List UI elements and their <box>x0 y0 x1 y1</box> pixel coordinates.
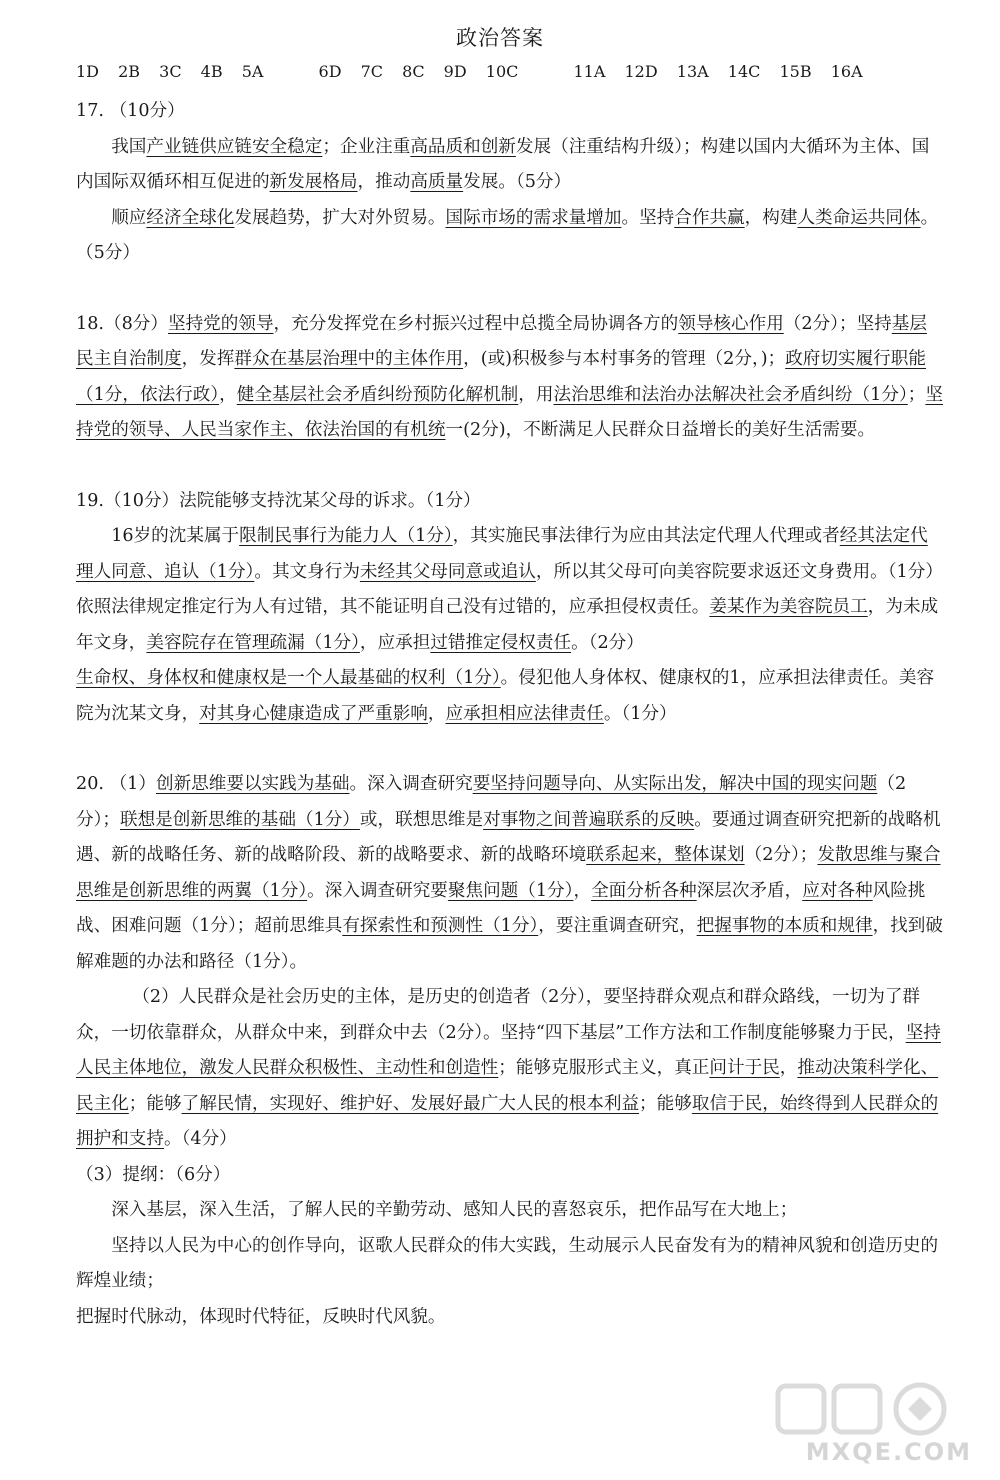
mc-answer: 10C <box>485 62 519 81</box>
watermark-mark-icon <box>770 1380 980 1438</box>
q17-heading: 17. （10分） <box>76 101 185 121</box>
q17-paragraph-1: 我国产业链供应链安全稳定；企业注重高品质和创新发展（注重结构升级）；构建以国内大循环为主体、国内国际双循环相互促进的新发展格局，推动高质量发展。（5分） <box>76 136 930 192</box>
q18-paragraph: 18.（8分）坚持党的领导，充分发挥党在乡村振兴过程中总揽全局协调各方的领导核心作用（2分）；坚持基层民主自治制度，发挥群众在基层治理中的主体作用，(或)积极参与本村事务的管理（2分，)；政府切实履行职能（1分，依法行政），健全基层社会矛盾纠纷预防化解机制，用法治思维和法治办法解决社会矛盾纠纷（1分）；坚持党的领导、人民当家作主、依法治国的有机统一(2分)，不断满足人民群众日益增长的美好生活需要。 <box>76 313 943 440</box>
q19-heading: 19.（10分）法院能够支持沈某父母的诉求。（1分） <box>76 490 481 511</box>
mc-answer: 16A <box>830 62 863 81</box>
watermark-text: MXQE.COM <box>805 1438 972 1466</box>
watermark-logo <box>770 1380 980 1466</box>
answer-body <box>76 94 944 1335</box>
q20-outline-3: 把握时代脉动，体现时代特征，反映时代风貌。 <box>76 1306 446 1327</box>
mc-answer: 12D <box>624 62 658 81</box>
q20-part-2: （2）人民群众是社会历史的主体，是历史的创造者（2分），要坚持群众观点和群众路线，一切为了群众，一切依靠群众，从群众中来，到群众中去（2分）。坚持“四下基层”工作方法和工作制度能够聚力于民，坚持人民主体地位，激发人民群众积极性、主动性和创造性；能够克服形式主义，真正问计于民，推动决策科学化、民主化；能够了解民情，实现好、维护好、发展好最广大人民的根本利益；能够取信于民，始终得到人民群众的拥护和支持。（4分） <box>76 987 941 1149</box>
q19-paragraph-1: 16岁的沈某属于限制民事行为能力人（1分），其实施民事法律行为应由其法定代理人代理或者经其法定代理人同意、追认（1分）。其文身行为未经其父母同意或追认，所以其父母可向美容院要求返还文身费用。（1分） <box>76 526 943 582</box>
mc-answer: 8C <box>402 62 425 81</box>
mc-answer: 11A <box>573 62 606 81</box>
q20-outline-1: 深入基层，深入生活，了解人民的辛勤劳动、感知人民的喜怒哀乐，把作品写在大地上； <box>111 1200 798 1220</box>
q20-part-3-heading: （3）提纲：（6分） <box>76 1164 231 1185</box>
mc-answer: 5A <box>241 62 264 81</box>
mc-answer: 14C <box>727 62 761 81</box>
mc-answer: 7C <box>360 62 384 81</box>
q19-paragraph-3: 生命权、身体权和健康权是一个人最基础的权利（1分）。侵犯他人身体权、健康权的1，应承担法律责任。美容院为沈某文身，对其身心健康造成了严重影响，应承担相应法律责任。（1分） <box>76 668 935 724</box>
mc-answer: 2B <box>118 62 141 81</box>
mc-answer: 4B <box>200 62 223 81</box>
mc-answer: 6D <box>318 62 342 81</box>
page-title: 政治答案 <box>456 26 544 50</box>
mc-answer: 3C <box>159 62 182 81</box>
mc-answer: 13A <box>676 62 709 81</box>
q17-paragraph-2: 顺应经济全球化发展趋势，扩大对外贸易。国际市场的需求量增加。坚持合作共赢，构建人类命运共同体。（5分） <box>76 207 939 263</box>
q20-outline-2: 坚持以人民为中心的创作导向，讴歌人民群众的伟大实践，生动展示人民奋发有为的精神风貌和创造历史的辉煌业绩； <box>76 1235 939 1291</box>
q19-paragraph-2: 依照法律规定推定行为人有过错，其不能证明自己没有过错的，应承担侵权责任。姜某作为美容院员工，为未成年文身，美容院存在管理疏漏（1分），应承担过错推定侵权责任。（2分） <box>76 597 939 653</box>
mc-answer: 1D <box>76 62 100 81</box>
multiple-choice-answers <box>76 62 976 81</box>
mc-answer: 15B <box>779 62 812 81</box>
q20-part-1: 20. （1）创新思维要以实践为基础。深入调查研究要坚持问题导向、从实际出发，解决中国的现实问题（2分）；联想是创新思维的基础（1分）或，联想思维是对事物之间普遍联系的反映。要通过调查研究把新的战略机遇、新的战略任务、新的战略阶段、新的战略要求、新的战略环境联系起来，整体谋划（2分）；发散思维与聚合思维是创新思维的两翼（1分）。深入调查研究要聚焦问题（1分），全面分析各种深层次矛盾，应对各种风险挑战、困难问题（1分）；超前思维具有探索性和预测性（1分），要注重调查研究，把握事物的本质和规律，找到破解难题的办法和路径（1分）。 <box>76 774 943 972</box>
mc-answer: 9D <box>443 62 467 81</box>
